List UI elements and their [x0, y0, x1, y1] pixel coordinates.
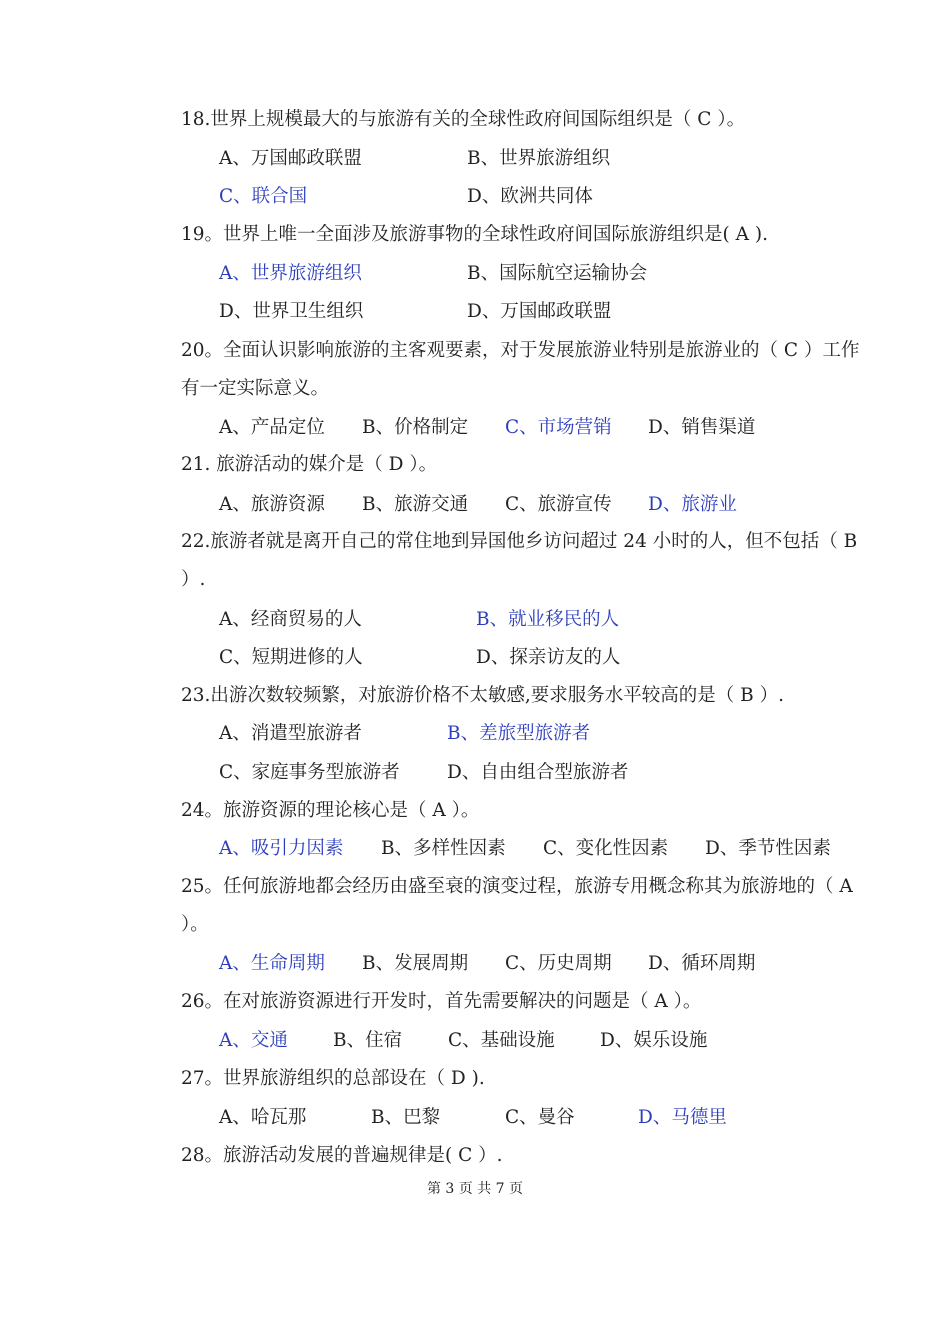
option-c: C、曼谷 — [505, 1107, 575, 1128]
option-b: B、价格制定 — [362, 417, 469, 438]
option-d: D、娱乐设施 — [600, 1030, 708, 1051]
question-27: 27。世界旅游组织的总部设在（ D ). — [181, 1068, 485, 1089]
options-row — [219, 715, 879, 753]
option-c: D、世界卫生组织 — [219, 301, 364, 322]
option-b: B、住宿 — [333, 1030, 403, 1051]
option-c: C、变化性因素 — [543, 838, 669, 859]
option-d: D、自由组合型旅游者 — [447, 762, 629, 783]
option-a-answer: A、生命周期 — [219, 953, 325, 974]
option-c: C、基础设施 — [448, 1030, 555, 1051]
page-footer: 第 3 页 共 7 页 — [426, 1181, 524, 1197]
option-d: D、万国邮政联盟 — [467, 301, 612, 322]
option-c-answer: C、联合国 — [219, 186, 308, 207]
options-row — [219, 255, 879, 293]
question-22: 22.旅游者就是离开自己的常住地到异国他乡访问超过 24 小时的人，但不包括（ B ）. — [181, 531, 858, 591]
option-d: D、欧洲共同体 — [467, 186, 593, 207]
option-a: A、哈瓦那 — [219, 1107, 307, 1128]
question-28: 28。旅游活动发展的普遍规律是( C ）. — [181, 1145, 503, 1166]
question-21: 21. 旅游活动的媒介是（ D ）。 — [181, 454, 438, 475]
option-c: C、家庭事务型旅游者 — [219, 762, 400, 783]
option-b: B、国际航空运输协会 — [467, 263, 648, 284]
option-a-answer: A、交通 — [219, 1030, 288, 1051]
option-d: D、销售渠道 — [648, 417, 756, 438]
question-20: 20。全面认识影响旅游的主客观要素，对于发展旅游业特别是旅游业的（ C ）工作有一定实际意义。 — [181, 340, 860, 400]
options-row — [219, 140, 879, 178]
options-row — [219, 639, 879, 677]
option-d: D、循环周期 — [648, 953, 756, 974]
option-b: B、多样性因素 — [381, 838, 506, 859]
option-a-answer: A、世界旅游组织 — [219, 263, 362, 284]
option-c: C、旅游宣传 — [505, 494, 612, 515]
option-d: D、探亲访友的人 — [476, 647, 621, 668]
question-18: 18.世界上规模最大的与旅游有关的全球性政府间国际组织是（ C ）。 — [181, 109, 746, 130]
options-row — [219, 1099, 879, 1137]
option-a: A、旅游资源 — [219, 494, 325, 515]
option-b-answer: B、差旅型旅游者 — [447, 723, 591, 744]
option-c: C、短期进修的人 — [219, 647, 363, 668]
option-b-answer: B、就业移民的人 — [476, 609, 620, 630]
option-c: C、历史周期 — [505, 953, 612, 974]
options-row — [219, 945, 879, 983]
options-row — [219, 754, 879, 792]
option-d-answer: D、旅游业 — [648, 494, 737, 515]
options-row — [219, 601, 879, 639]
question-24: 24。旅游资源的理论核心是（ A ）。 — [181, 800, 480, 821]
options-row — [219, 1022, 879, 1060]
question-23: 23.出游次数较频繁，对旅游价格不太敏感,要求服务水平较高的是（ B ）. — [181, 685, 785, 706]
option-a: A、经商贸易的人 — [219, 609, 362, 630]
options-row — [219, 830, 879, 868]
option-d-answer: D、马德里 — [638, 1107, 727, 1128]
options-row — [219, 486, 879, 524]
options-row — [219, 293, 879, 331]
option-b: B、发展周期 — [362, 953, 469, 974]
options-row — [219, 409, 879, 447]
option-c-answer: C、市场营销 — [505, 417, 612, 438]
option-d: D、季节性因素 — [705, 838, 831, 859]
options-row — [219, 178, 879, 216]
option-a: A、产品定位 — [219, 417, 325, 438]
option-a-answer: A、吸引力因素 — [219, 838, 344, 859]
option-b: B、巴黎 — [371, 1107, 441, 1128]
option-b: B、世界旅游组织 — [467, 148, 611, 169]
option-b: B、旅游交通 — [362, 494, 469, 515]
question-25: 25。任何旅游地都会经历由盛至衰的演变过程，旅游专用概念称其为旅游地的（ A ）。 — [181, 876, 853, 936]
question-19: 19。世界上唯一全面涉及旅游事物的全球性政府间国际旅游组织是( A ). — [181, 224, 768, 245]
option-a: A、万国邮政联盟 — [219, 148, 362, 169]
question-26: 26。在对旅游资源进行开发时，首先需要解决的问题是（ A ）。 — [181, 991, 702, 1012]
option-a: A、消遣型旅游者 — [219, 723, 362, 744]
